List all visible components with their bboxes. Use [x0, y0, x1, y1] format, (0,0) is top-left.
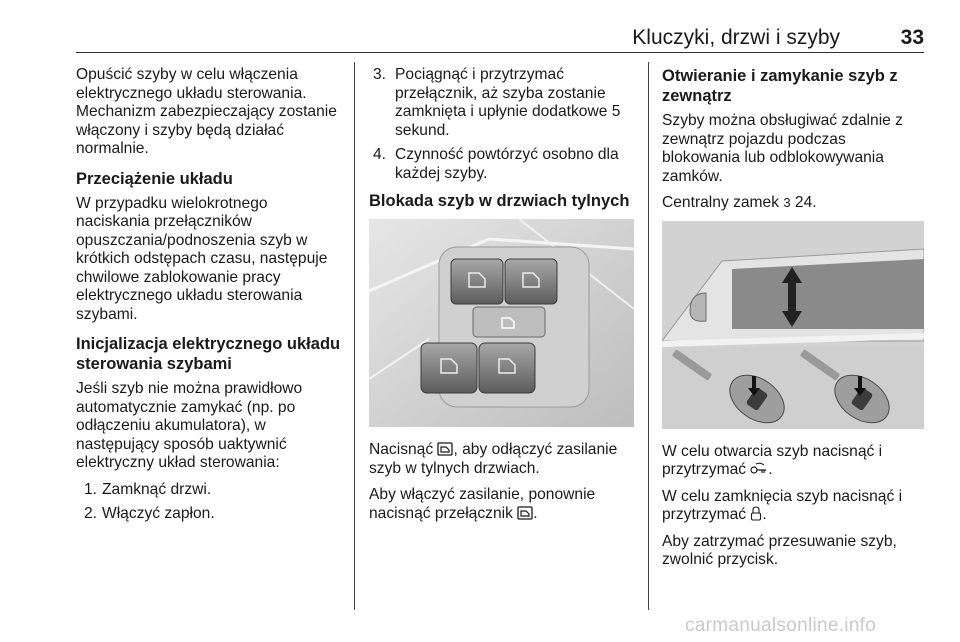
init-heading: Inicjalizacja elektrycznego układu sterowania szybami	[76, 335, 341, 373]
intro-paragraph: Opuścić szyby w celu włączenia elektrycznego układu sterowania. Mechanizm zabezpieczający zostanie włączony i szyby będą działać normalnie.	[76, 66, 337, 157]
lock-paragraph-2: Aby włączyć zasilanie, ponownie nacisnąć przełącznik .	[369, 486, 596, 522]
open-paragraph: W celu otwarcia szyb nacisnąć i przytrzymać .	[662, 442, 883, 478]
list-item: 4. Czynność powtórzyć osobno dla każdej szyby.	[373, 146, 619, 182]
remote-intro-paragraph: Szyby można obsługiwać zdalnie z zewnątrz pojazdu podczas blokowania lub odblokowywania zamków.	[662, 112, 903, 185]
list-item: 3. Pociągnąć i przytrzymać przełącznik, aż szyba zostanie zamknięta i upłynie dodatkowe 5 sekund.	[373, 66, 621, 139]
lock-paragraph-1: Nacisnąć , aby odłączyć zasilanie szyb w tylnych drzwiach.	[369, 441, 618, 477]
column-divider-left	[354, 62, 355, 610]
watermark: carmanualsonline.info	[685, 615, 877, 636]
chapter-title: Kluczyki, drzwi i szyby	[632, 26, 840, 49]
close-paragraph: W celu zamknięcia szyb nacisnąć i przytrzymać .	[662, 487, 903, 523]
column-left	[76, 66, 344, 532]
column-middle	[369, 66, 634, 531]
stop-paragraph: Aby zatrzymać przesuwanie szyb, zwolnić przycisk.	[662, 532, 897, 568]
page-reference-arrow-icon: 3	[783, 195, 791, 210]
init-paragraph: Jeśli szyb nie można prawidłowo automatycznie zamykać (np. po odłączeniu akumulatora), w następujący sposób uaktywnić elektryczny układ sterowania:	[76, 380, 303, 471]
rear-lock-heading: Blokada szyb w drzwiach tylnych	[369, 192, 630, 210]
window-lock-icon	[517, 506, 533, 520]
remote-window-illustration	[662, 221, 924, 429]
init-steps-continued	[369, 66, 634, 183]
window-lock-icon	[437, 442, 453, 456]
remote-window-heading: Otwieranie i zamykanie szyb z zewnątrz	[662, 67, 898, 105]
overload-heading: Przeciążenie układu	[76, 169, 233, 188]
init-steps-list	[76, 481, 344, 524]
central-lock-reference: Centralny zamek 3 24.	[662, 194, 817, 211]
unlock-key-icon	[750, 462, 768, 476]
list-item: 2. Włączyć zapłon.	[84, 505, 215, 522]
column-right	[662, 66, 924, 578]
window-switch-panel-illustration	[369, 219, 634, 427]
column-divider-right	[648, 62, 649, 610]
list-item: 1. Zamknąć drzwi.	[84, 480, 212, 498]
overload-paragraph: W przypadku wielokrotnego naciskania przełączników opuszczania/podnoszenia szyb w krótkich odstępach czasu, następuje chwilowe zablokowanie pracy elektrycznego układu sterowania szybami.	[76, 194, 328, 323]
page-header	[76, 22, 924, 53]
lock-icon	[750, 506, 762, 521]
page-number: 33	[900, 26, 924, 49]
